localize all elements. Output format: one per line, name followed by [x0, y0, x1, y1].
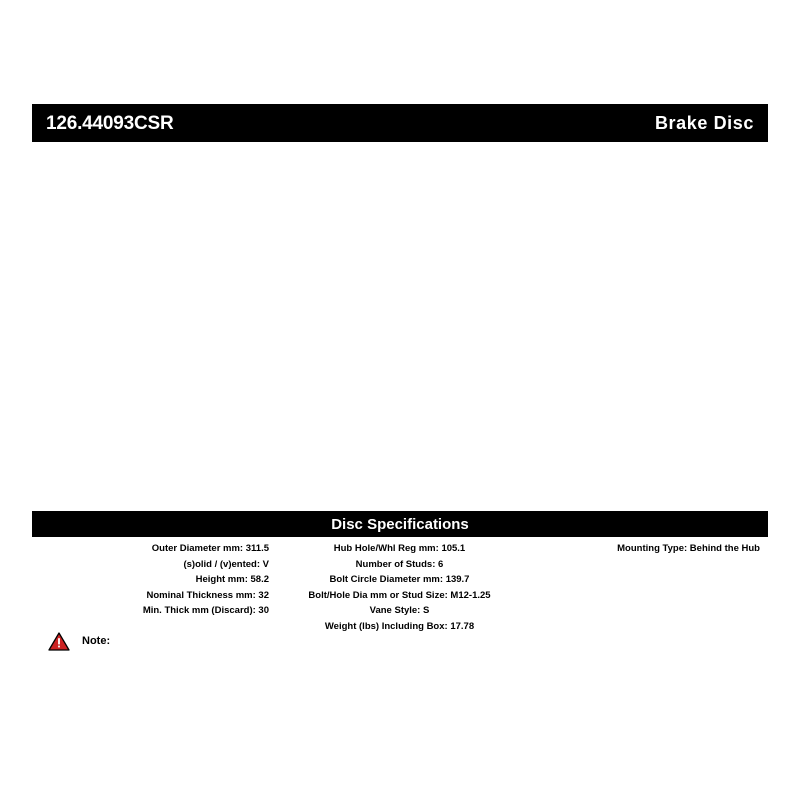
note-row: [48, 632, 122, 651]
spec-label: Hub Hole/Whl Reg mm:: [333, 543, 442, 554]
spec-row: [32, 603, 269, 619]
spec-value: 30: [258, 605, 269, 616]
spec-row: [277, 541, 522, 557]
spec-value: 311.5: [245, 543, 269, 554]
spec-row: [32, 572, 269, 588]
spec-row: [32, 541, 269, 557]
spec-value: 32: [258, 589, 269, 601]
spec-value: 139.7: [445, 574, 470, 585]
spec-value: V: [262, 558, 269, 570]
spec-label: Nominal Thickness mm:: [146, 589, 259, 601]
spec-value: 17.78: [450, 620, 475, 632]
spec-value: S: [423, 605, 430, 616]
specifications-header: [32, 511, 768, 537]
spec-column-middle: [277, 541, 522, 634]
spec-label: Outer Diameter mm:: [151, 543, 246, 554]
spec-label: Bolt/Hole Dia mm or Stud Size:: [308, 589, 451, 601]
spec-label: Bolt Circle Diameter mm:: [329, 574, 446, 585]
spec-column-left: [32, 541, 277, 619]
spec-row: [277, 603, 522, 619]
spec-label: Vane Style:: [369, 605, 423, 616]
note-label: Note:: [82, 635, 111, 647]
spec-label: Mounting Type:: [617, 543, 690, 554]
spec-value: 6: [438, 558, 444, 570]
spec-row: [277, 557, 522, 573]
title-bar: [32, 104, 768, 142]
product-type: Brake Disc: [654, 113, 754, 133]
part-number: 126.44093CSR: [46, 112, 174, 134]
spec-label: Height mm:: [195, 574, 251, 585]
spec-label: Weight (lbs) Including Box:: [324, 620, 451, 632]
spec-column-right: [522, 541, 768, 557]
specifications-title: Disc Specifications: [331, 515, 469, 533]
spec-row: [277, 619, 522, 635]
spec-row: [522, 541, 760, 557]
spec-value: Behind the Hub: [689, 543, 760, 554]
warning-triangle-icon: [48, 632, 70, 651]
spec-row: [277, 572, 522, 588]
spec-value: 105.1: [441, 543, 466, 554]
spec-label: Min. Thick mm (Discard):: [142, 605, 259, 616]
spec-value: 58.2: [250, 574, 269, 585]
spec-label: (s)olid / (v)ented:: [183, 558, 263, 570]
specifications-body: [32, 541, 768, 634]
spec-row: [32, 557, 269, 573]
spec-value: M12-1.25: [450, 589, 491, 601]
spec-label: Number of Studs:: [355, 558, 439, 570]
spec-row: [277, 588, 522, 604]
spec-row: [32, 588, 269, 604]
